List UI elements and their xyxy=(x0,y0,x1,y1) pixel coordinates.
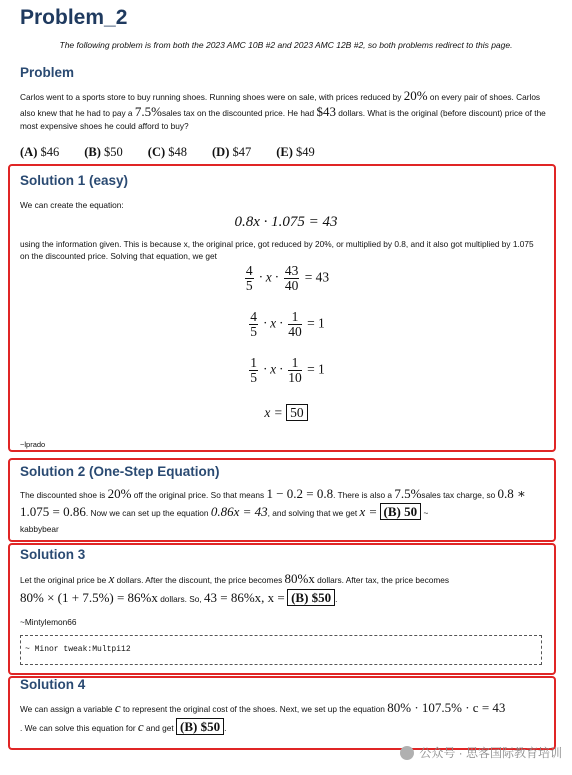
answer-choices xyxy=(20,145,315,160)
solution1-step2: $\frac{4}{5}$ · x · $\frac{1}{40}$ = 1 xyxy=(250,309,325,339)
code-block: ~ Minor tweak:Multpi12 xyxy=(20,635,542,665)
solution1-final: x = 50 xyxy=(20,404,552,421)
solution1-explanation: using the information given. This is because x, the original price, got reduced by 20%, or multiplied by 0.8, and it also got multiplied by 1.075 on the discounted price. Solving that equation, we get xyxy=(20,239,534,261)
solution1-author: ~lprado xyxy=(20,440,46,449)
solution3-text: Let the original price be x dollars. After the discount, the price becomes 80%x dollars. After tax, the price becomes 80% × (1 + 7.5%) = 86%x dollars. So, 43 = 86%x, x = (B) $50 . xyxy=(20,571,450,605)
solution2-text: The discounted shoe is 20% off the original price. So that means 1 − 0.2 = 0.8. There is also a 7.5%sales tax charge, so 0.8 ∗ 1.075 = 0.86. Now we can set up the equation 0.86x = 43, and solving that we get x = (B) 50 ~ kabbybear xyxy=(20,486,526,534)
problem-heading: Problem xyxy=(20,65,75,80)
solution2-heading: Solution 2 (One-Step Equation) xyxy=(20,464,220,479)
choice-d: (D) $47 xyxy=(212,145,252,159)
solution3-heading: Solution 3 xyxy=(20,547,86,562)
solution1-step1: $\frac{4}{5}$ · x · $\frac{43}{40}$ = 43 xyxy=(245,263,330,293)
solution1-heading: Solution 1 (easy) xyxy=(20,173,129,188)
solution4-heading: Solution 4 xyxy=(20,677,86,692)
answer-box: 50 xyxy=(286,404,308,421)
choice-a: (A) $46 xyxy=(20,145,60,159)
choice-e: (E) $49 xyxy=(276,145,315,159)
solution1-main-equation: 0.8x · 1.075 = 43 xyxy=(234,214,338,230)
page-title: Problem_2 xyxy=(20,6,128,29)
wechat-icon xyxy=(400,746,414,760)
watermark: 公众号 · 思客国际教育培训 xyxy=(400,744,562,761)
answer-box: (B) $50 xyxy=(287,589,335,606)
redirect-note: The following problem is from both the 2023 AMC 10B #2 and 2023 AMC 12B #2, so both problems redirect to this page. xyxy=(59,40,513,50)
solution3-author: ~Mintylemon66 xyxy=(20,617,77,627)
solution1-intro: We can create the equation: xyxy=(20,200,124,210)
solution4-text: We can assign a variable c to represent the original cost of the shoes. Next, we set up the equation 80% · 107.5% · c = 43 . We can solve this equation for c and get (B) $50 . xyxy=(20,700,506,734)
answer-box: (B) 50 xyxy=(380,503,422,520)
choice-c: (C) $48 xyxy=(147,145,188,159)
problem-text: Carlos went to a sports store to buy running shoes. Running shoes were on sale, with prices reduced by 20% on every pair of shoes. Carlos also knew that he had to pay a 7.5%sales tax on the discounted price. He had $43 dollars. What is the original (before discount) price of the most expensive shoes he could afford to buy? xyxy=(20,88,546,131)
answer-box: (B) $50 xyxy=(176,718,224,735)
solution1-step3: $\frac{1}{5}$ · x · $\frac{1}{10}$ = 1 xyxy=(250,355,325,385)
choice-b: (B) $50 xyxy=(84,145,123,159)
